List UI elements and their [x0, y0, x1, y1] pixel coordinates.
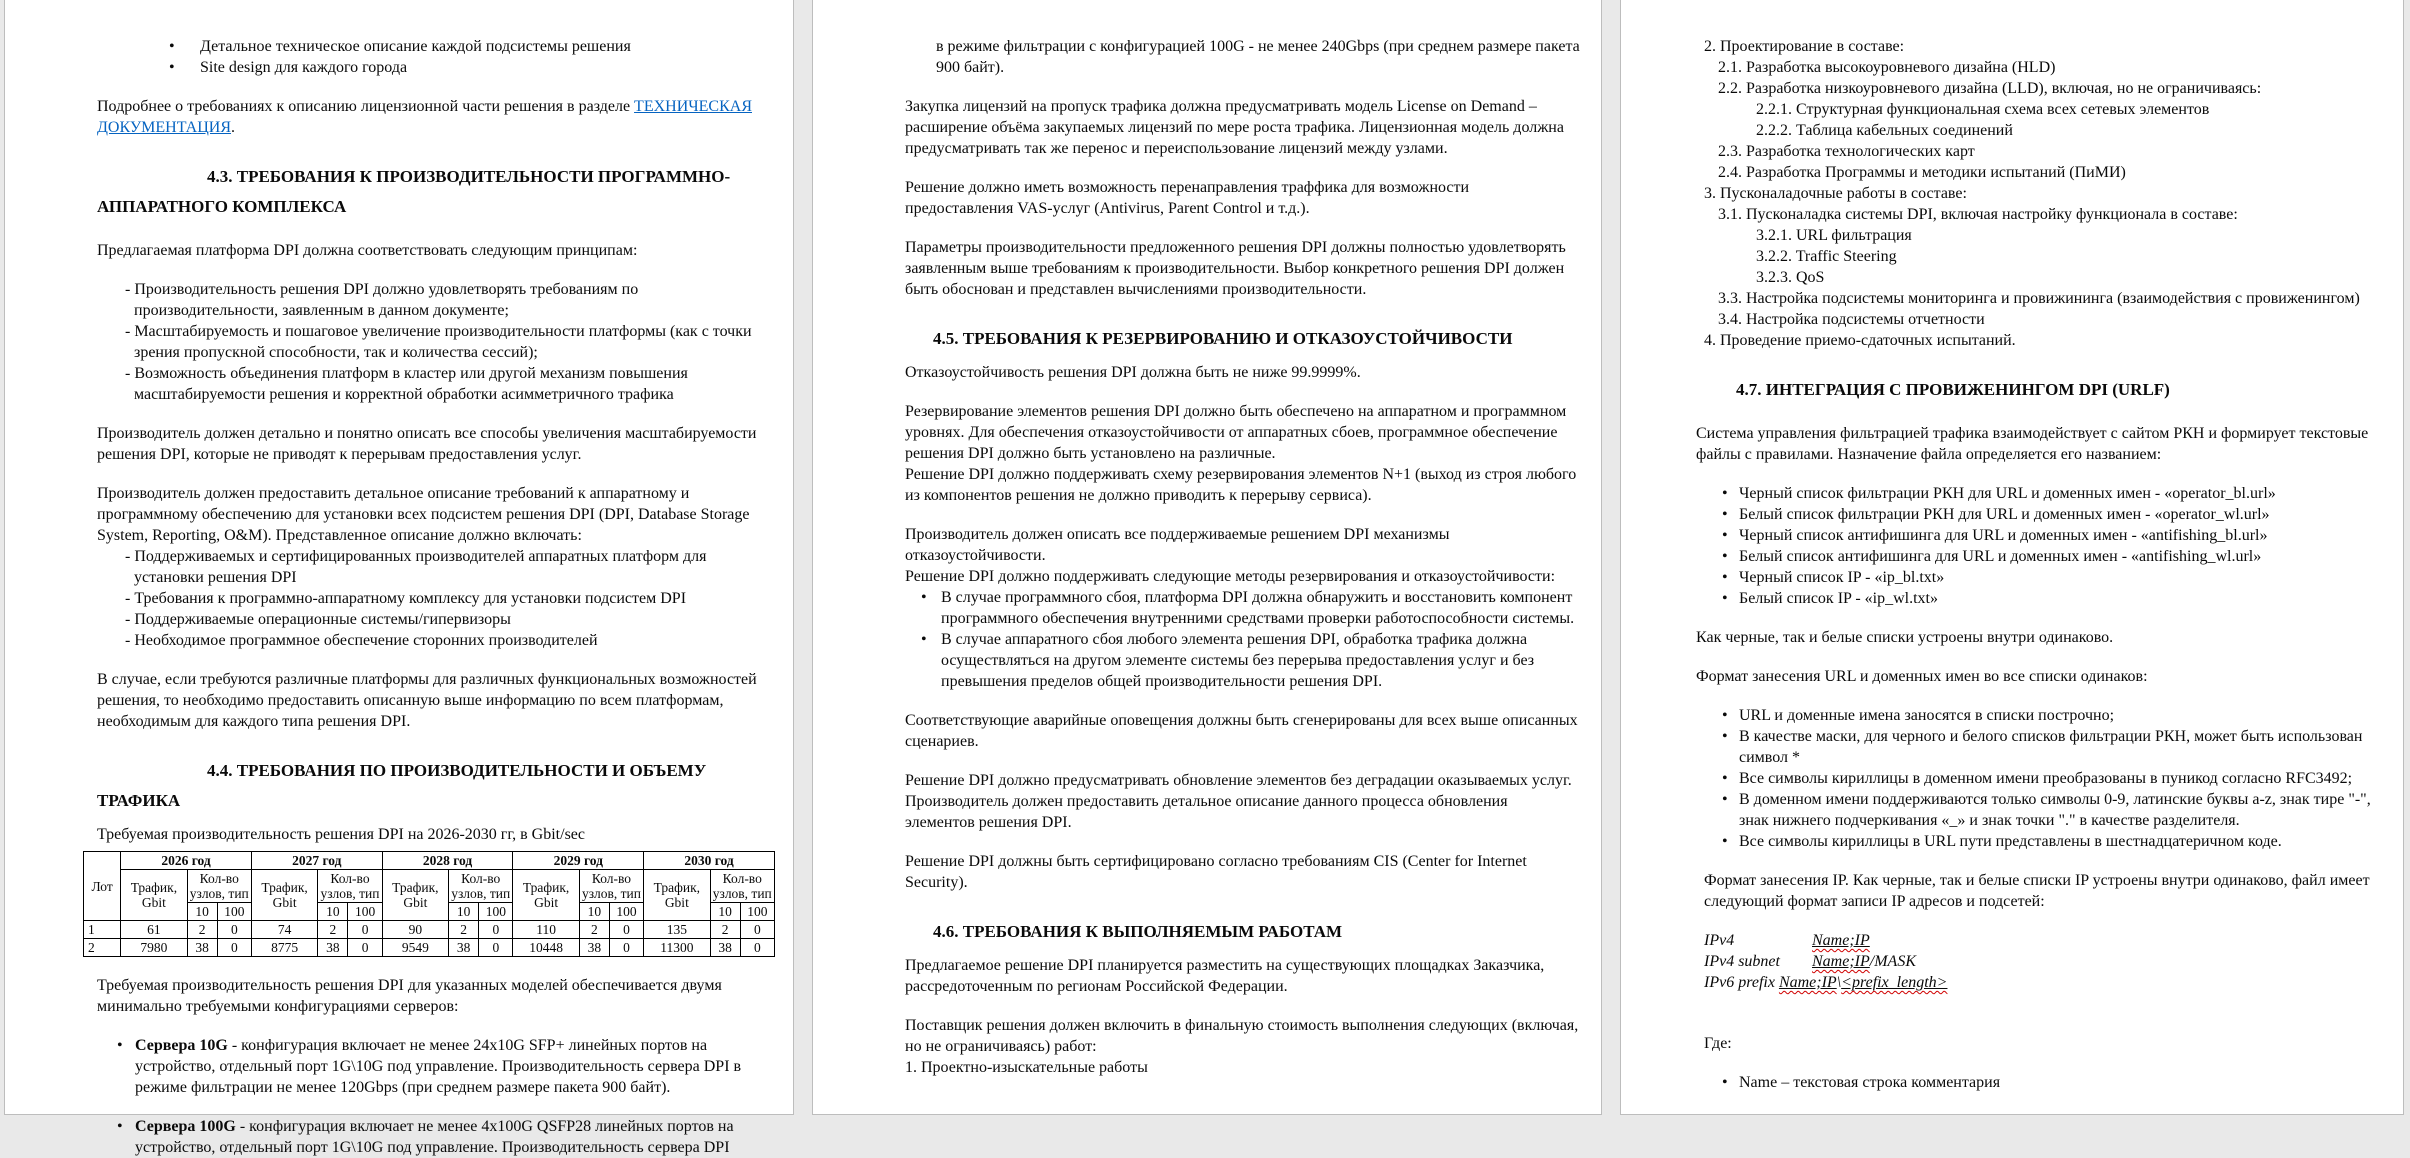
list-item: [1696, 546, 2383, 567]
heading-4-3: 4.3. ТРЕБОВАНИЯ К ПРОИЗВОДИТЕЛЬНОСТИ ПРОГРАММНО-АППАРАТНОГО КОМПЛЕКСА: [97, 167, 731, 216]
list-item: [1696, 567, 2383, 588]
list-item-text: Белый список IP - «ip_wl.txt»: [1739, 590, 1938, 607]
list-item-text: - конфигурация включает не менее 24x10G SFP+ линейных портов на устройство, отдельный порт 1G\10G под управление. Производительность сервера DPI в режиме фильтрации не менее 120Gbps (при среднем размере пакета 900 байт).: [135, 1037, 742, 1096]
ip-format-label: IPv4 subnet: [1704, 953, 1780, 970]
paragraph: Закупка лицензий на пропуск трафика должна предусматривать модель License on Demand – расширение объёма закупаемых лицензий по мере роста трафика. Лицензионная модель должна предусматривать так же перенос и переиспользование лицензий между узлами.: [905, 98, 1564, 157]
paragraph: Как черные, так и белые списки устроены внутри одинаково.: [1696, 629, 2114, 646]
outline-item: 2.2. Разработка низкоуровневого дизайна (LLD), включая, но не ограничиваясь:: [1718, 80, 2262, 97]
outline-item: 3.2.2. Traffic Steering: [1756, 248, 1897, 265]
list-item-text: Черный список антифишинга для URL и доменных имен - «antifishing_bl.url»: [1739, 527, 2268, 544]
table-header-nodes: Кол-во узлов, тип: [710, 870, 774, 903]
list-item: [1696, 1072, 2383, 1093]
table-header-year: 2029 год: [513, 852, 644, 870]
paragraph-table-caption: Требуемая производительность решения DPI на 2026-2030 гг, в Gbit/sec: [97, 826, 585, 843]
outline-item: 3.4. Настройка подсистемы отчетности: [1718, 311, 1985, 328]
table-cell: 0: [609, 921, 643, 939]
table-cell: 61: [121, 921, 187, 939]
outline-item: 2. Проектирование в составе:: [1704, 38, 1905, 55]
table-cell: 2: [318, 921, 348, 939]
table-cell: 0: [479, 921, 513, 939]
paragraph: Система управления фильтрацией трафика взаимодействует с сайтом РКН и формирует текстовые файлы с правилами. Назначение файла определяется его названием:: [1696, 425, 2369, 463]
list-item: [1696, 768, 2383, 789]
paragraph: Параметры производительности предложенного решения DPI должны полностью удовлетворять заявленным выше требованиям к производительности. Выбор конкретного решения DPI должен быть обоснован и представлен вычислениями производительности.: [905, 239, 1566, 298]
ip-format-ipv6-prefix: [1704, 972, 2383, 993]
paragraph-work-item-1: 1. Проектно-изыскательные работы: [905, 1059, 1148, 1076]
table-header-10: 10: [187, 903, 217, 921]
table-cell: 0: [609, 939, 643, 957]
paragraph: Резервирование элементов решения DPI должно быть обеспечено на аппаратном и программном уровнях. Для обеспечения отказоустойчивости от аппаратных сбоев, программное обеспечение решения DPI должно быть установлено на различные.: [905, 403, 1567, 462]
paragraph: Решение DPI должно поддерживать схему резервирования элементов N+1 (выход из строя любого из компонентов решения не должно приводить к перерыву сервиса).: [905, 466, 1577, 504]
table-cell: 0: [217, 939, 251, 957]
ip-format-ipv4: [1704, 930, 2383, 951]
table-cell: 135: [644, 921, 710, 939]
table-cell: 2: [187, 921, 217, 939]
table-header-traffic: Трафик, Gbit: [644, 870, 710, 921]
list-item-text: Все символы кириллицы в доменном имени преобразованы в пуникод согласно RFC3492;: [1739, 770, 2353, 787]
list-item: [1696, 705, 2383, 726]
paragraph-text: Подробнее о требованиях к описанию лицензионной части решения в разделе: [97, 98, 635, 115]
paragraph: Предлагаемое решение DPI планируется разместить на существующих площадках Заказчика, рассредоточенным по регионам Российской Федерации.: [905, 957, 1545, 995]
table-header-100: 100: [740, 903, 774, 921]
list-item: [905, 629, 1581, 692]
list-item: - Поддерживаемые операционные системы/гипервизоры: [125, 611, 511, 628]
paragraph: Предлагаемая платформа DPI должна соответствовать следующим принципам:: [97, 242, 638, 259]
paragraph: Где:: [1704, 1035, 1732, 1052]
list-item: [97, 36, 771, 57]
list-item-text: URL и доменные имена заносятся в списки построчно;: [1739, 707, 2115, 724]
table-header-traffic: Трафик, Gbit: [513, 870, 579, 921]
table-header-year: 2027 год: [251, 852, 382, 870]
paragraph: Производитель должен детально и понятно описать все способы увеличения масштабируемости решения DPI, которые не приводят к перерывам предоставления услуг.: [97, 425, 757, 463]
table-header-traffic: Трафик, Gbit: [382, 870, 448, 921]
ip-format-value: Name;IP: [1778, 974, 1837, 991]
list-item: [1696, 726, 2383, 768]
paragraph-license-note: [97, 96, 771, 138]
table-header-10: 10: [449, 903, 479, 921]
list-item: [905, 587, 1581, 629]
ip-format-label: IPv6 prefix: [1704, 974, 1775, 991]
list-item-text: Белый список фильтрации РКН для URL и доменных имен - «operator_wl.url»: [1739, 506, 2270, 523]
table-cell: 110: [513, 921, 579, 939]
server-100g-label: Сервера 100G: [135, 1118, 236, 1135]
table-row: [84, 939, 775, 957]
table-cell: 2: [84, 939, 121, 957]
table-cell: 38: [710, 939, 740, 957]
list-item: - Производительность решения DPI должно удовлетворять требованиям по производительности, заявленным в данном документе;: [125, 281, 639, 319]
list-item: - Необходимое программное обеспечение сторонних производителей: [125, 632, 598, 649]
outline-item: 2.2.2. Таблица кабельных соединений: [1756, 122, 2013, 139]
paragraph: Формат занесения URL и доменных имен во все списки одинаков:: [1696, 668, 2148, 685]
ip-format-label: IPv4: [1704, 932, 1735, 949]
table-cell: 0: [740, 921, 774, 939]
table-row-years: [84, 852, 775, 870]
table-header-traffic: Трафик, Gbit: [121, 870, 187, 921]
list-item: [1696, 789, 2383, 831]
outline-item: 3.2.1. URL фильтрация: [1756, 227, 1912, 244]
list-item-server-100g: [97, 1116, 771, 1158]
table-cell: 2: [449, 921, 479, 939]
paragraph: Производитель должен описать все поддерживаемые решением DPI механизмы отказоустойчивости.: [905, 526, 1450, 564]
paragraph-continuation: в режиме фильтрации с конфигурацией 100G - не менее 240Gbps (при среднем размере пакета 900 байт).: [936, 38, 1580, 76]
list-item-server-10g: [97, 1035, 771, 1098]
list-item-text: Site design для каждого города: [200, 59, 408, 76]
table-cell: 2: [579, 921, 609, 939]
table-header-year: 2030 год: [644, 852, 775, 870]
table-cell: 74: [251, 921, 317, 939]
table-cell: 90: [382, 921, 448, 939]
outline-item: 2.2.1. Структурная функциональная схема всех сетевых элементов: [1756, 101, 2210, 118]
ip-format-block: [1704, 930, 2383, 993]
paragraph: В случае, если требуются различные платформы для различных функциональных возможностей решения, то необходимо предоставить описанную выше информацию по всем платформам, необходимым для каждого типа решения DPI.: [97, 671, 757, 730]
list-item: [1696, 483, 2383, 504]
table-header-nodes: Кол-во узлов, тип: [449, 870, 513, 903]
table-cell: 9549: [382, 939, 448, 957]
table-cell: 0: [348, 939, 382, 957]
table-header-10: 10: [318, 903, 348, 921]
outline-item: 3.2.3. QoS: [1756, 269, 1825, 286]
paragraph: Отказоустойчивость решения DPI должна быть не ниже 99.9999%.: [905, 364, 1361, 381]
table-header-lot: Лот: [84, 852, 121, 921]
table-header-year: 2028 год: [382, 852, 513, 870]
table-cell: 10448: [513, 939, 579, 957]
outline-item: 3. Пусконаладочные работы в составе:: [1704, 185, 1967, 202]
list-item-text: Черный список фильтрации РКН для URL и доменных имен - «operator_bl.url»: [1739, 485, 2276, 502]
table-cell: 8775: [251, 939, 317, 957]
table-cell: 0: [479, 939, 513, 957]
list-item: - Поддерживаемых и сертифицированных производителей аппаратных платформ для установки решения DPI: [125, 548, 707, 586]
link-technical-documentation[interactable]: ТЕХНИЧЕСКАЯ ДОКУМЕНТАЦИЯ: [97, 98, 752, 136]
list-item: [1696, 525, 2383, 546]
page-2: [812, 0, 1602, 1115]
list-item-text: Все символы кириллицы в URL пути представлены в шестнадцатеричном коде.: [1739, 833, 2282, 850]
paragraph: Поставщик решения должен включить в финальную стоимость выполнения следующих (включая, но не ограничиваясь) работ:: [905, 1017, 1579, 1055]
table-header-10: 10: [710, 903, 740, 921]
table-cell: 38: [187, 939, 217, 957]
list-item-text: - конфигурация включает не менее 4x100G QSFP28 линейных портов на устройство, отдельный порт 1G\10G под управление. Производительность сервера DPI: [135, 1118, 734, 1156]
paragraph: Решение должно иметь возможность перенаправления траффика для возможности предоставления VAS-услуг (Antivirus, Parent Control и т.д.).: [905, 179, 1470, 217]
ip-format-value: Name;IP: [1812, 953, 1870, 970]
paragraph: Производитель должен предоставить детальное описание требований к аппаратному и программному обеспечению для установки всех подсистем решения DPI (DPI, Database Storage System, Reporting, O&M). Представленное описание должно включать:: [97, 485, 750, 544]
list-item: [97, 57, 771, 78]
list-item: - Масштабируемость и пошаговое увеличение производительности платформы (как с точки зрения пропускной способности, так и количества сессий);: [125, 323, 752, 361]
paragraph: Соответствующие аварийные оповещения должны быть сгенерированы для всех выше описанных сценариев.: [905, 712, 1578, 750]
table-cell: 0: [740, 939, 774, 957]
page-3: [1620, 0, 2404, 1115]
server-10g-label: Сервера 10G: [135, 1037, 228, 1054]
ip-format-ipv4-subnet: [1704, 951, 2383, 972]
table-header-100: 100: [479, 903, 513, 921]
ip-format-value: Name;IP: [1812, 932, 1870, 949]
table-header-nodes: Кол-во узлов, тип: [187, 870, 251, 903]
outline-item: 4. Проведение приемо-сдаточных испытаний.: [1704, 332, 2016, 349]
list-item-text: Name – текстовая строка комментария: [1739, 1074, 2001, 1091]
paragraph-text: .: [231, 119, 236, 136]
paragraph: Формат занесения IP. Как черные, так и белые списки IP устроены внутри одинаково, файл имеет следующий формат записи IP адресов и подсетей:: [1704, 872, 2370, 910]
table-header-100: 100: [609, 903, 643, 921]
list-item-text: В доменном имени поддерживаются только символы 0-9, латинские буквы a-z, знак тире "-", знак нижнего подчеркивания «_» и знак точки "." в качестве разделителя.: [1739, 791, 2371, 829]
table-cell: 38: [449, 939, 479, 957]
heading-4-5: 4.5. ТРЕБОВАНИЯ К РЕЗЕРВИРОВАНИЮ И ОТКАЗОУСТОЙЧИВОСТИ: [933, 329, 1513, 348]
table-header-year: 2026 год: [121, 852, 252, 870]
table-cell: 38: [579, 939, 609, 957]
table-header-10: 10: [579, 903, 609, 921]
table-header-nodes: Кол-во узлов, тип: [318, 870, 382, 903]
page-1: [4, 0, 794, 1156]
outline-item: 2.3. Разработка технологических карт: [1718, 143, 1975, 160]
heading-4-4: 4.4. ТРЕБОВАНИЯ ПО ПРОИЗВОДИТЕЛЬНОСТИ И ОБЪЕМУ ТРАФИКА: [97, 761, 707, 810]
table-header-100: 100: [217, 903, 251, 921]
ip-format-separator: \: [1836, 974, 1842, 991]
list-item: - Возможность объединения платформ в кластер или другой механизм повышения масштабируемости решения и корректной обработки асимметричного трафика: [125, 365, 688, 403]
outline-item: 3.3. Настройка подсистемы мониторинга и провижининга (взаимодействия с провиженингом): [1718, 290, 2360, 307]
table-header-traffic: Трафик, Gbit: [251, 870, 317, 921]
list-item-text: Детальное техническое описание каждой подсистемы решения: [200, 38, 631, 55]
ip-format-suffix: <prefix_length>: [1841, 974, 1948, 991]
table-cell: 0: [217, 921, 251, 939]
outline-item: 2.1. Разработка высокоуровневого дизайна (HLD): [1718, 59, 2056, 76]
list-item: [1696, 831, 2383, 852]
heading-4-6: 4.6. ТРЕБОВАНИЯ К ВЫПОЛНЯЕМЫМ РАБОТАМ: [933, 922, 1343, 941]
paragraph: Решение DPI должно предусматривать обновление элементов без деградации оказываемых услуг. Производитель должен предоставить детальное описание данного процесса обновления элементов решения DPI.: [905, 772, 1572, 831]
table-header-nodes: Кол-во узлов, тип: [579, 870, 643, 903]
list-item-text: Белый список антифишинга для URL и доменных имен - «antifishing_wl.url»: [1739, 548, 2262, 565]
table-row-subheaders: [84, 870, 775, 903]
list-item-text: В случае аппаратного сбоя любого элемента решения DPI, обработка трафика должна осуществляться на другом элементе системы без перерыва предоставления услуг и без превышения пределов общей производительности решения DPI.: [941, 631, 1535, 690]
table-cell: 2: [710, 921, 740, 939]
list-item-text: В качестве маски, для черного и белого списков фильтрации РКН, может быть использован символ *: [1739, 728, 2363, 766]
list-item: [1696, 504, 2383, 525]
ip-format-suffix: /MASK: [1869, 953, 1916, 970]
table-cell: 7980: [121, 939, 187, 957]
heading-4-7: 4.7. ИНТЕГРАЦИЯ С ПРОВИЖЕНИНГОМ DPI (URLF): [1736, 380, 2170, 399]
performance-table: [83, 851, 775, 957]
table-row: [84, 921, 775, 939]
list-item-text: В случае программного сбоя, платформа DPI должна обнаружить и восстановить компонент программного обеспечения внутренними средствами проверки работоспособности системы.: [941, 589, 1575, 627]
list-item: [1696, 588, 2383, 609]
paragraph: Требуемая производительность решения DPI для указанных моделей обеспечивается двумя минимально требуемыми конфигурациями серверов:: [97, 977, 722, 1015]
table-cell: 0: [348, 921, 382, 939]
table-header-100: 100: [348, 903, 382, 921]
list-item: - Требования к программно-аппаратному комплексу для установки подсистем DPI: [125, 590, 687, 607]
table-cell: 38: [318, 939, 348, 957]
paragraph: Решение DPI должно поддерживать следующие методы резервирования и отказоустойчивости:: [905, 568, 1556, 585]
table-cell: 1: [84, 921, 121, 939]
table-cell: 11300: [644, 939, 710, 957]
outline-item: 3.1. Пусконаладка системы DPI, включая настройку функционала в составе:: [1718, 206, 2238, 223]
paragraph: Решение DPI должны быть сертифицировано согласно требованиям CIS (Center for Internet Security).: [905, 853, 1527, 891]
outline-item: 2.4. Разработка Программы и методики испытаний (ПиМИ): [1718, 164, 2126, 181]
list-item-text: Черный список IP - «ip_bl.txt»: [1739, 569, 1945, 586]
